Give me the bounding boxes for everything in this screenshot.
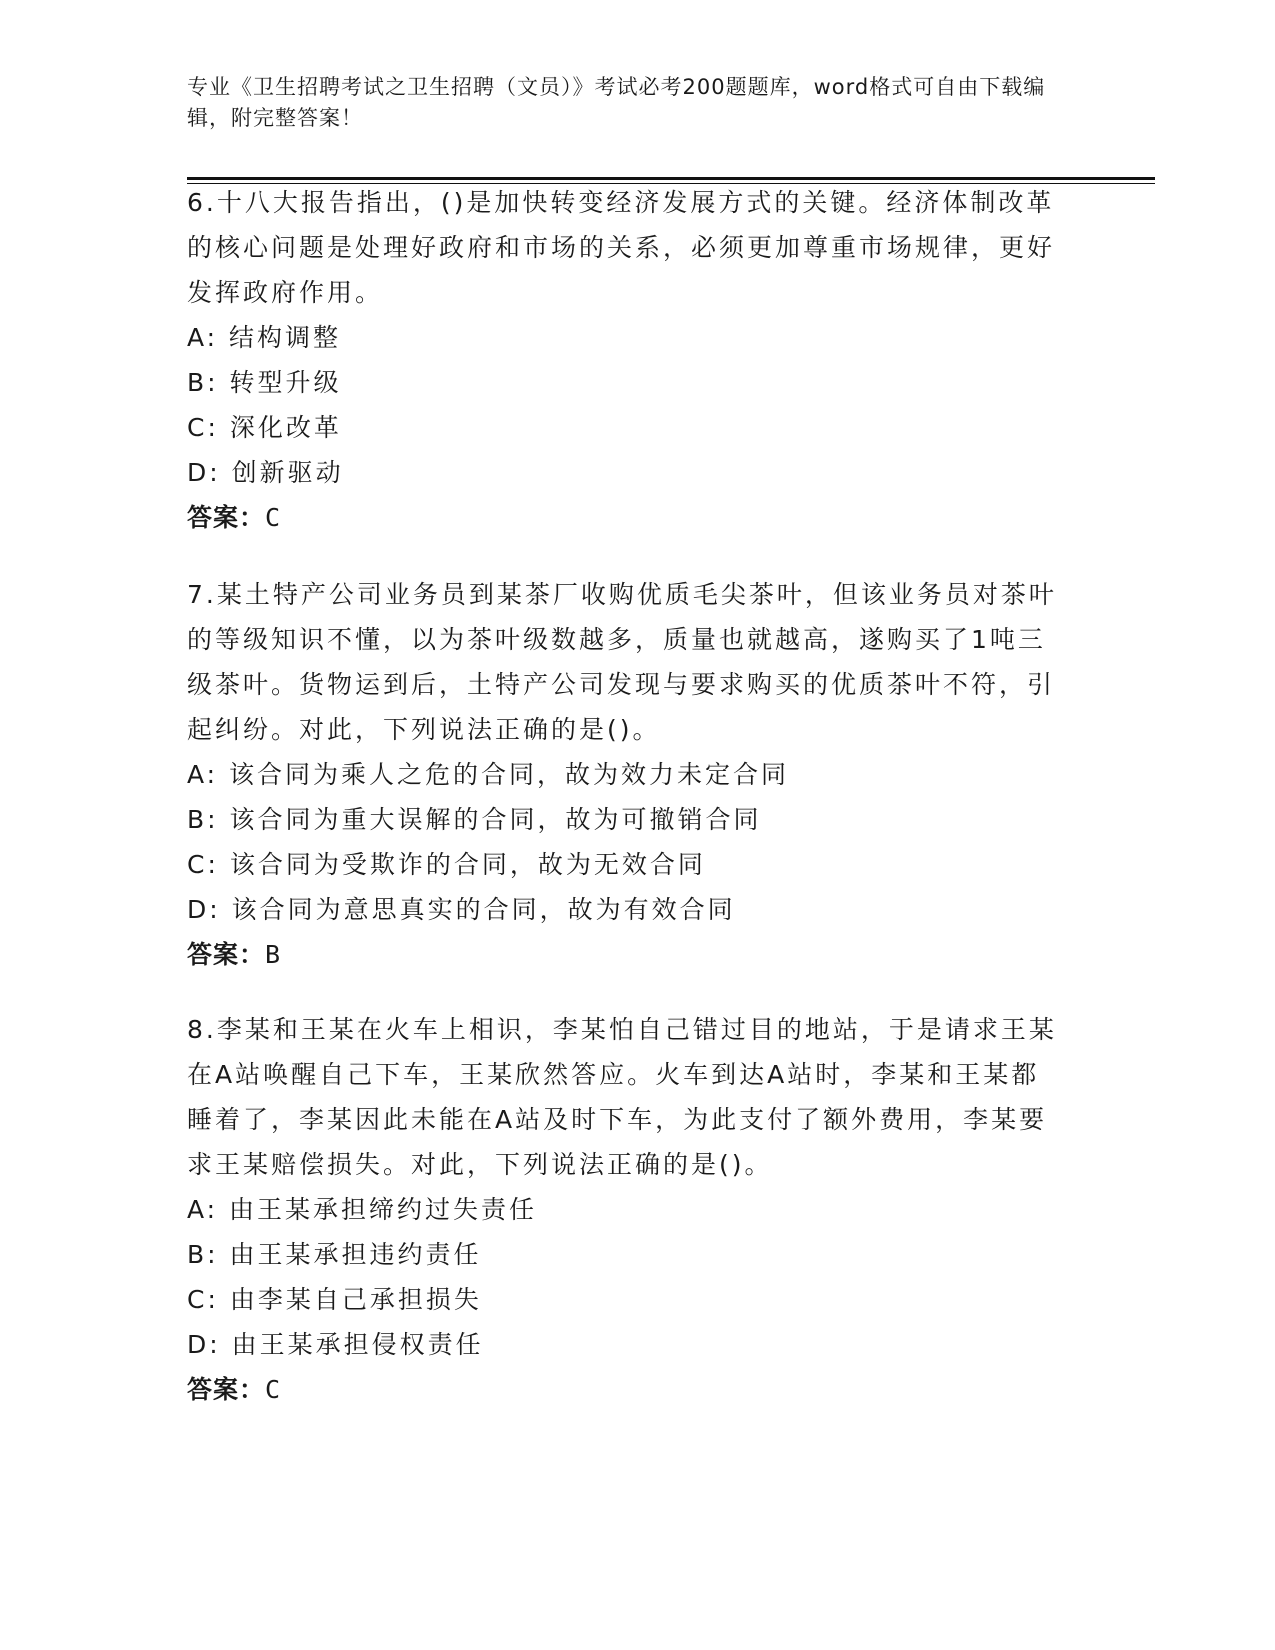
answer-line	[187, 932, 1067, 977]
option-d: D: 创新驱动	[187, 458, 344, 487]
question-7	[187, 572, 1067, 977]
option-d: D: 由王某承担侵权责任	[187, 1330, 484, 1359]
option-a: A: 由王某承担缔约过失责任	[187, 1195, 538, 1224]
option-b: B: 由王某承担违约责任	[187, 1240, 482, 1269]
answer-label: 答案：	[187, 503, 266, 532]
option-c: C: 该合同为受欺诈的合同，故为无效合同	[187, 850, 706, 879]
option-c: C: 深化改革	[187, 413, 342, 442]
option-a: A: 该合同为乘人之危的合同，故为效力未定合同	[187, 760, 790, 789]
document-header: 专业《卫生招聘考试之卫生招聘（文员）》考试必考200题题库，word格式可自由下载编辑，附完整答案！	[187, 75, 1046, 130]
option-d: D: 该合同为意思真实的合同，故为有效合同	[187, 895, 736, 924]
answer-value: C	[265, 1375, 282, 1404]
question-stem: 7.某土特产公司业务员到某茶厂收购优质毛尖茶叶，但该业务员对茶叶的等级知识不懂，以为茶叶级数越多，质量也就越高，遂购买了1吨三级茶叶。货物运到后，土特产公司发现与要求购买的优质茶叶不符，引起纠纷。对此，下列说法正确的是()。	[187, 580, 1057, 744]
option-a: A: 结构调整	[187, 323, 342, 352]
question-stem: 6.十八大报告指出，()是加快转变经济发展方式的关键。经济体制改革的核心问题是处理好政府和市场的关系，必须更加尊重市场规律，更好发挥政府作用。	[187, 188, 1056, 307]
answer-value: B	[265, 940, 282, 969]
answer-value: C	[265, 503, 282, 532]
question-stem: 8.李某和王某在火车上相识，李某怕自己错过目的地站，于是请求王某在A站唤醒自己下车，王某欣然答应。火车到达A站时，李某和王某都睡着了，李某因此未能在A站及时下车，为此支付了额外费用，李某要求王某赔偿损失。对此，下列说法正确的是()。	[187, 1015, 1057, 1179]
option-b: B: 该合同为重大误解的合同，故为可撤销合同	[187, 805, 762, 834]
option-c: C: 由李某自己承担损失	[187, 1285, 482, 1314]
question-8	[187, 1007, 1067, 1412]
answer-label: 答案：	[187, 1375, 266, 1404]
option-b: B: 转型升级	[187, 368, 342, 397]
answer-line	[187, 1367, 1067, 1412]
question-6	[187, 180, 1067, 540]
answer-line	[187, 495, 1067, 540]
answer-label: 答案：	[187, 940, 266, 969]
